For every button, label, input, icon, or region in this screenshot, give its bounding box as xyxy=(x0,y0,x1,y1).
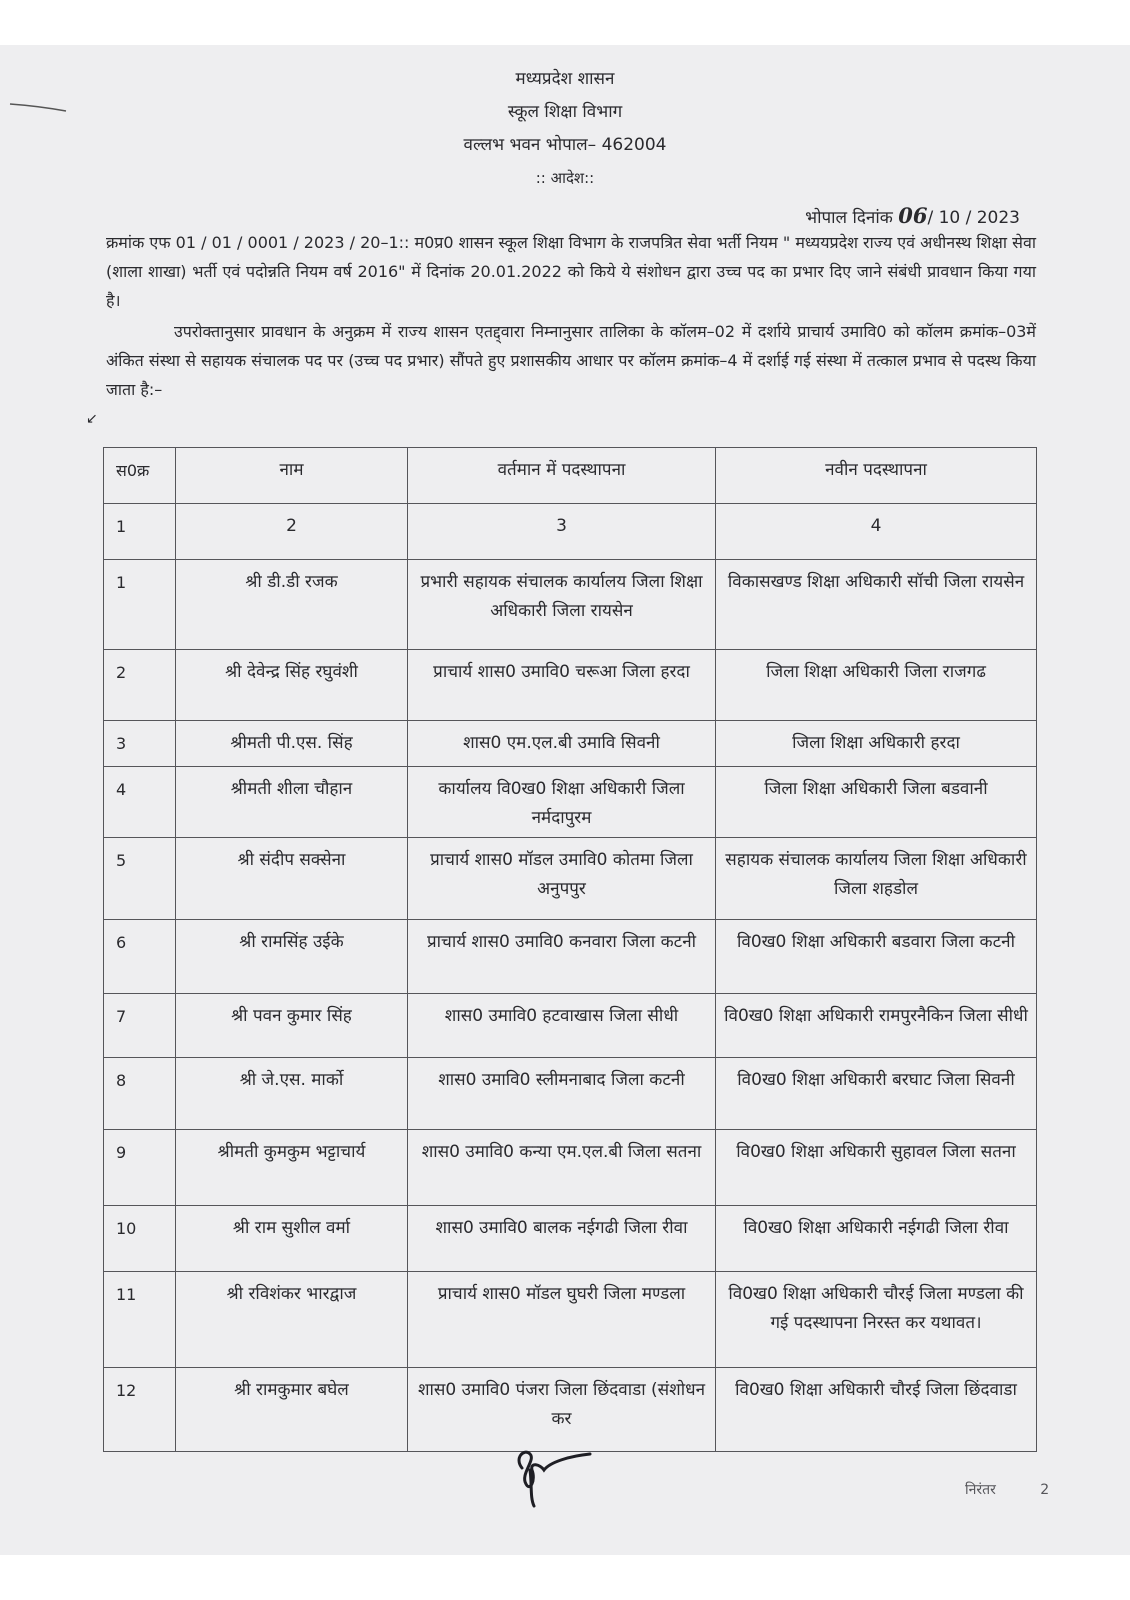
header-address: वल्लभ भवन भोपाल– 462004 xyxy=(463,135,667,155)
row-new-posting: वि0ख0 शिक्षा अधिकारी सुहावल जिला सतना xyxy=(716,1130,1037,1206)
column-number: 1 xyxy=(104,504,176,560)
table-row xyxy=(104,721,1037,767)
document-page xyxy=(0,45,1130,1555)
row-new-posting: वि0ख0 शिक्षा अधिकारी रामपुरनैकिन जिला सीधी xyxy=(716,994,1037,1058)
row-name: श्री संदीप सक्सेना xyxy=(176,838,408,920)
row-new-posting: जिला शिक्षा अधिकारी जिला बडवानी xyxy=(716,767,1037,838)
row-name: श्री देवेन्द्र सिंह रघुवंशी xyxy=(176,650,408,721)
page-footer xyxy=(965,1480,1049,1499)
table-header-row xyxy=(104,448,1037,504)
table-row xyxy=(104,767,1037,838)
row-new-posting: जिला शिक्षा अधिकारी जिला राजगढ xyxy=(716,650,1037,721)
header-name: नाम xyxy=(176,448,408,504)
row-name: श्री जे.एस. मार्को xyxy=(176,1058,408,1130)
document-header xyxy=(0,63,1130,195)
signature-mark xyxy=(510,1440,600,1510)
header-current-posting: वर्तमान में पदस्थापना xyxy=(408,448,716,504)
row-current-posting: शास0 उमावि0 स्लीमनाबाद जिला कटनी xyxy=(408,1058,716,1130)
row-current-posting: प्राचार्य शास0 मॉडल घुघरी जिला मण्डला xyxy=(408,1272,716,1368)
row-current-posting: शास0 उमावि0 बालक नईगढी जिला रीवा xyxy=(408,1206,716,1272)
row-current-posting: शास0 उमावि0 हटवाखास जिला सीधी xyxy=(408,994,716,1058)
column-number: 4 xyxy=(716,504,1037,560)
column-number: 2 xyxy=(176,504,408,560)
date-prefix: भोपाल दिनांक xyxy=(805,208,893,228)
row-current-posting: प्राचार्य शास0 उमावि0 कनवारा जिला कटनी xyxy=(408,920,716,994)
row-new-posting: वि0ख0 शिक्षा अधिकारी नईगढी जिला रीवा xyxy=(716,1206,1037,1272)
column-number: 3 xyxy=(408,504,716,560)
table-row xyxy=(104,1130,1037,1206)
row-name: श्री डी.डी रजक xyxy=(176,560,408,650)
row-new-posting: सहायक संचालक कार्यालय जिला शिक्षा अधिकारी जिला शहडोल xyxy=(716,838,1037,920)
row-current-posting: शास0 उमावि0 पंजरा जिला छिंदवाडा (संशोधन कर xyxy=(408,1368,716,1452)
table-column-number-row xyxy=(104,504,1037,560)
row-current-posting: शास0 उमावि0 कन्या एम.एल.बी जिला सतना xyxy=(408,1130,716,1206)
table-row xyxy=(104,838,1037,920)
row-serial: 12 xyxy=(104,1368,176,1452)
header-department: स्कूल शिक्षा विभाग xyxy=(507,102,623,122)
row-current-posting: प्राचार्य शास0 मॉडल उमावि0 कोतमा जिला अनुपपुर xyxy=(408,838,716,920)
row-serial: 11 xyxy=(104,1272,176,1368)
row-new-posting: वि0ख0 शिक्षा अधिकारी चौरई जिला मण्डला की गई पदस्थापना निरस्त कर यथावत। xyxy=(716,1272,1037,1368)
row-serial: 1 xyxy=(104,560,176,650)
order-paragraph-1: क्रमांक एफ 01 / 01 / 0001 / 2023 / 20–1:: म0प्र0 शासन स्कूल शिक्षा विभाग के राजपत्रित सेवा भर्ती नियम " मध्ययप्रदेश राज्य एवं अधीनस्थ शिक्षा सेवा (शाला शाखा) भर्ती एवं पदोन्नति नियम वर्ष 2016" में दिनांक 20.01.2022 को किये ये संशोधन द्वारा उच्च पद का प्रभार दिए जाने संबंधी प्रावधान किया गया है। xyxy=(106,233,1036,310)
row-name: श्री राम सुशील वर्मा xyxy=(176,1206,408,1272)
row-serial: 5 xyxy=(104,838,176,920)
order-paragraph-2: उपरोक्तानुसार प्रावधान के अनुक्रम में राज्य शासन एतद्द्वारा निम्नानुसार तालिका के कॉलम–02 में दर्शाये प्राचार्य उमावि0 को कॉलम क्रमांक–03में अंकित संस्था से सहायक संचालक पद पर (उच्च पद प्रभार) सौंपते हुए प्रशासकीय आधार पर कॉलम क्रमांक–4 में दर्शाई गई संस्था में तत्काल प्रभाव से पदस्थ किया जाता है:– xyxy=(106,322,1036,399)
row-current-posting: प्रभारी सहायक संचालक कार्यालय जिला शिक्षा अधिकारी जिला रायसेन xyxy=(408,560,716,650)
row-name: श्री पवन कुमार सिंह xyxy=(176,994,408,1058)
row-serial: 2 xyxy=(104,650,176,721)
row-current-posting: कार्यालय वि0ख0 शिक्षा अधिकारी जिला नर्मदापुरम xyxy=(408,767,716,838)
date-month-year: / 10 / 2023 xyxy=(927,208,1020,228)
row-current-posting: शास0 एम.एल.बी उमावि सिवनी xyxy=(408,721,716,767)
table-row xyxy=(104,1058,1037,1130)
posting-table xyxy=(103,447,1037,1452)
header-new-posting: नवीन पदस्थापना xyxy=(716,448,1037,504)
row-new-posting: वि0ख0 शिक्षा अधिकारी बडवारा जिला कटनी xyxy=(716,920,1037,994)
row-new-posting: जिला शिक्षा अधिकारी हरदा xyxy=(716,721,1037,767)
table-row xyxy=(104,1368,1037,1452)
row-name: श्री रामकुमार बघेल xyxy=(176,1368,408,1452)
row-new-posting: विकासखण्ड शिक्षा अधिकारी सॉची जिला रायसेन xyxy=(716,560,1037,650)
row-current-posting: प्राचार्य शास0 उमावि0 चरूआ जिला हरदा xyxy=(408,650,716,721)
header-government: मध्यप्रदेश शासन xyxy=(515,69,615,89)
row-serial: 6 xyxy=(104,920,176,994)
row-serial: 9 xyxy=(104,1130,176,1206)
table-row xyxy=(104,1272,1037,1368)
date-day-handwritten: 06 xyxy=(898,203,928,228)
row-serial: 10 xyxy=(104,1206,176,1272)
table-row xyxy=(104,650,1037,721)
table-row xyxy=(104,920,1037,994)
table-row xyxy=(104,994,1037,1058)
table-row xyxy=(104,560,1037,650)
header-serial: स0क्र xyxy=(104,448,176,504)
row-name: श्रीमती शीला चौहान xyxy=(176,767,408,838)
order-date xyxy=(805,203,1020,228)
continued-label: निरंतर xyxy=(965,1482,996,1498)
row-serial: 8 xyxy=(104,1058,176,1130)
header-order-title: :: आदेश:: xyxy=(535,169,595,187)
page-number: 2 xyxy=(1040,1482,1050,1498)
row-new-posting: वि0ख0 शिक्षा अधिकारी चौरई जिला छिंदवाडा xyxy=(716,1368,1037,1452)
row-name: श्रीमती कुमकुम भट्टाचार्य xyxy=(176,1130,408,1206)
row-new-posting: वि0ख0 शिक्षा अधिकारी बरघाट जिला सिवनी xyxy=(716,1058,1037,1130)
row-name: श्रीमती पी.एस. सिंह xyxy=(176,721,408,767)
table-row xyxy=(104,1206,1037,1272)
margin-tick-icon: ↙ xyxy=(86,411,98,427)
row-name: श्री रामसिंह उईके xyxy=(176,920,408,994)
row-serial: 3 xyxy=(104,721,176,767)
row-serial: 4 xyxy=(104,767,176,838)
row-name: श्री रविशंकर भारद्वाज xyxy=(176,1272,408,1368)
row-serial: 7 xyxy=(104,994,176,1058)
